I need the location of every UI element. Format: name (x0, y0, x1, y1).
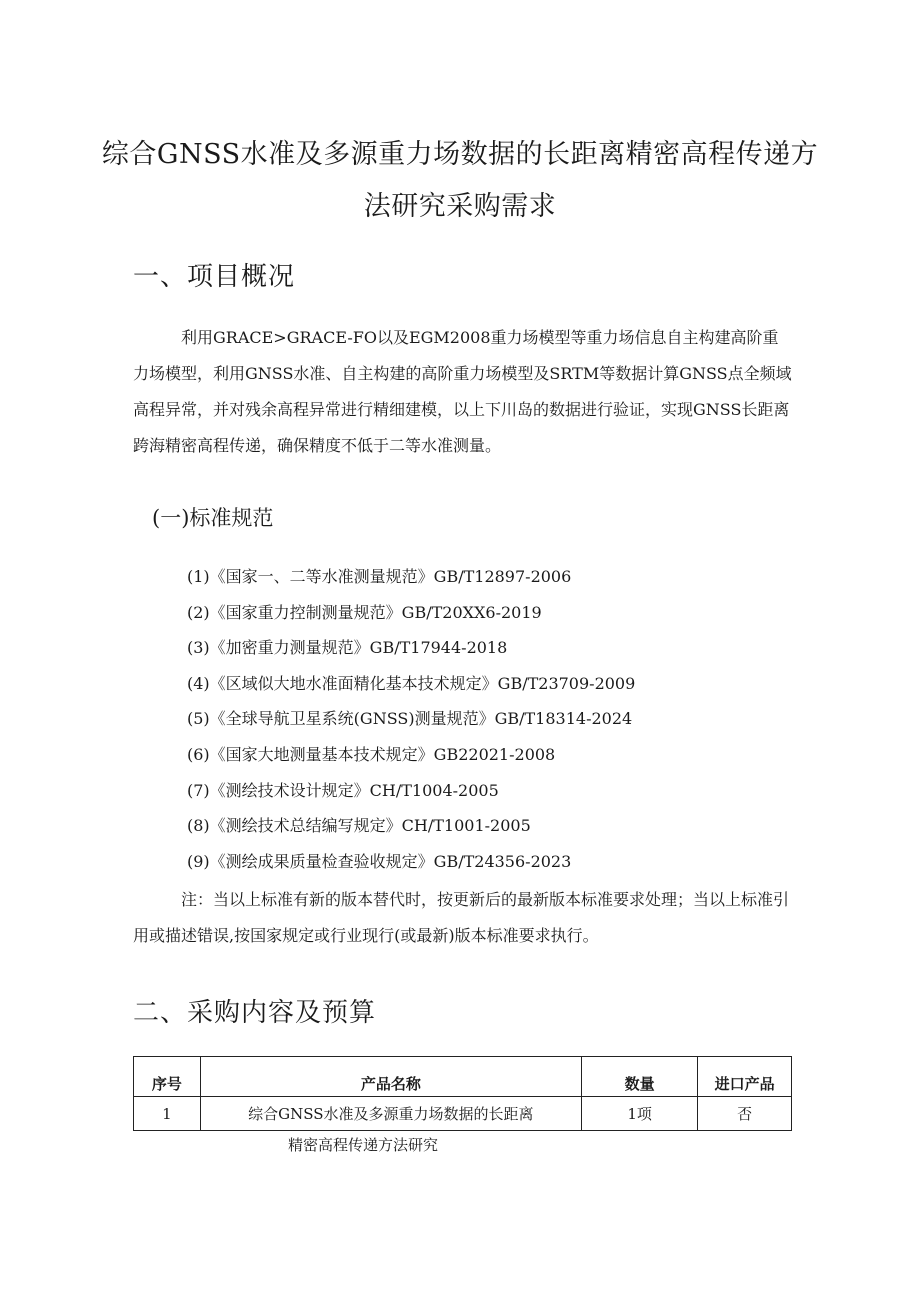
standard-item: (2)《国家重力控制测量规范》GB/T20XX6-2019 (187, 602, 542, 622)
header-product-name: 产品名称 (200, 1057, 581, 1097)
overview-paragraph-text: 利用GRACE>GRACE-FO以及EGM2008重力场模型等重力场信息自主构建高阶重力场模型，利用GNSS水准、自主构建的高阶重力场模型及SRTM等数据计算GNSS点全频域高程异常，并对残余高程异常进行精细建模，以上下川岛的数据进行验证，实现GNSS长距离跨海精密高程传递，确保精度不低于二等水准测量。 (133, 328, 792, 455)
section-heading-overview: 一、项目概况 (133, 262, 296, 292)
overview-paragraph (133, 320, 793, 464)
standards-list (187, 563, 635, 883)
header-imported: 进口产品 (698, 1057, 792, 1097)
section-heading-procurement: 二、采购内容及预算 (133, 998, 377, 1028)
table-row (134, 1097, 792, 1131)
cell-serial-no: 1 (134, 1097, 201, 1131)
cell-quantity: 1项 (581, 1097, 697, 1131)
document-title-line1: 综合GNSS水准及多源重力场数据的长距离精密高程传递方 (101, 139, 819, 170)
standard-item: (7)《测绘技术设计规定》CH/T1004-2005 (187, 780, 499, 800)
standard-item: (6)《国家大地测量基本技术规定》GB22021-2008 (187, 744, 556, 764)
standard-item: (3)《加密重力测量规范》GB/T17944-2018 (187, 638, 508, 658)
cell-imported: 否 (698, 1097, 792, 1131)
standards-note (133, 882, 793, 954)
subsection-heading-standards: (一)标准规范 (152, 506, 274, 530)
header-serial-no: 序号 (134, 1057, 201, 1097)
standard-item: (5)《全球导航卫星系统(GNSS)测量规范》GB/T18314-2024 (187, 709, 633, 729)
standard-item: (9)《测绘成果质量检查验收规定》GB/T24356-2023 (187, 851, 572, 871)
standard-item: (1)《国家一、二等水准测量规范》GB/T12897-2006 (187, 567, 572, 586)
table-header-row (134, 1057, 792, 1097)
standard-item: (8)《测绘技术总结编写规定》CH/T1001-2005 (187, 816, 531, 836)
cell-product-name: 综合GNSS水准及多源重力场数据的长距离 (200, 1097, 581, 1131)
header-quantity: 数量 (581, 1057, 697, 1097)
document-title-line2: 法研究采购需求 (363, 191, 557, 222)
table-overflow-text: 精密高程传递方法研究 (288, 1136, 439, 1154)
procurement-table (133, 1056, 792, 1131)
standard-item: (4)《区域似大地水准面精化基本技术规定》GB/T23709-2009 (187, 673, 636, 693)
standards-note-text: 注：当以上标准有新的版本替代时，按更新后的最新版本标准要求处理；当以上标准引用或描述错误,按国家规定或行业现行(或最新)版本标准要求执行。 (133, 890, 790, 945)
